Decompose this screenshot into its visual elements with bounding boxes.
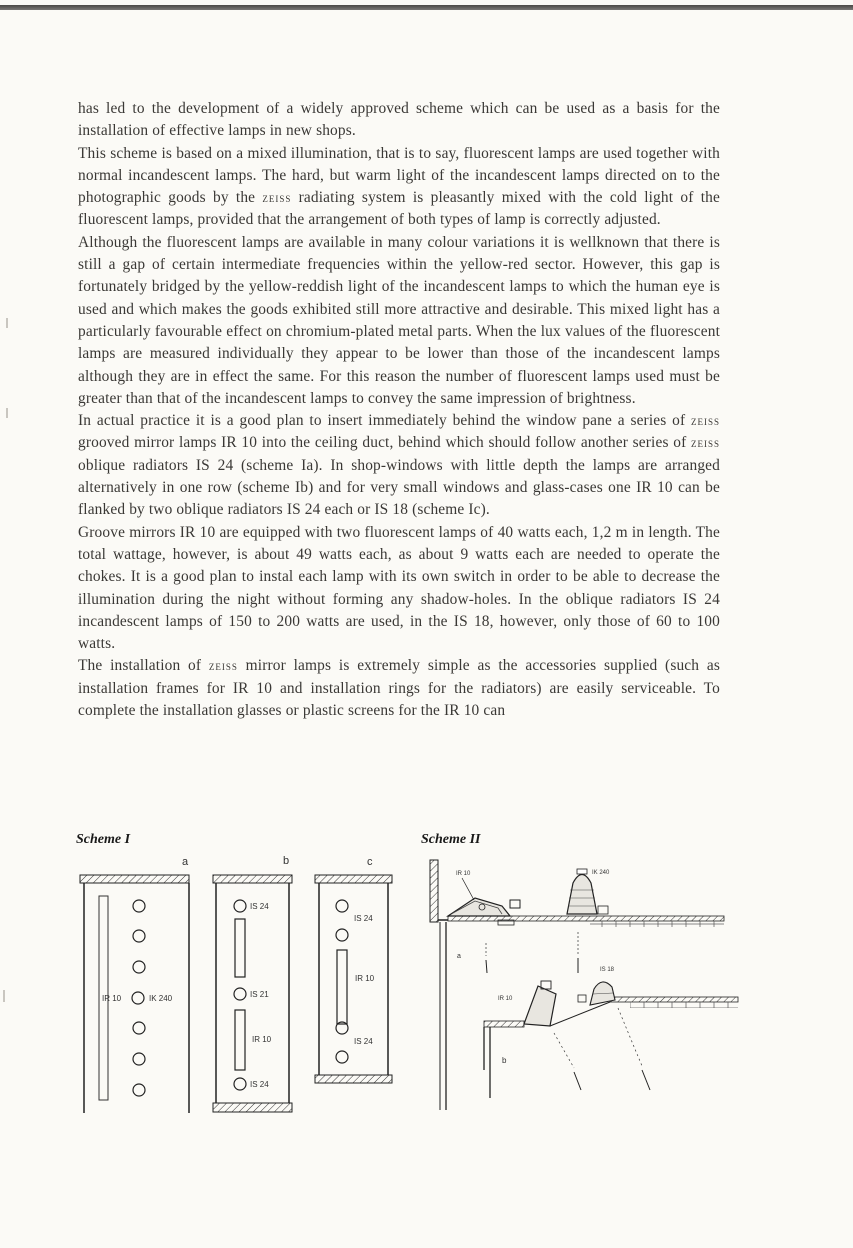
- paragraph: has led to the development of a widely approved scheme which can be used as a basis for the installation of effective lamps in new shops.: [78, 100, 720, 140]
- ir10-label: IR 10: [456, 871, 471, 877]
- brand-name: zeiss: [208, 659, 238, 674]
- ir10-label: IR 10: [102, 994, 122, 1003]
- scheme-2a-label: a: [457, 953, 461, 960]
- paragraph: In actual practice it is a good plan to insert immediately behind the window pane a series of zeiss grooved mirror lamps IR 10 into the ceiling duct, behind which should follow another series of zeiss oblique radiators IS 24 (scheme Ia). In shop-windows with little depth the lamps are arranged alternatively in one row (scheme Ib) and for very small windows and glass-cases one IR 10 can be flanked by two oblique radiators IS 24 each or IS 18 (scheme Ic).: [78, 412, 720, 519]
- ir10-label: IR 10: [498, 996, 513, 1002]
- scheme-1a-label: a: [182, 856, 189, 868]
- brand-name: zeiss: [690, 436, 720, 451]
- is24-label: IS 24: [250, 1080, 269, 1089]
- figures-area: [70, 828, 790, 1128]
- ik240-label: IK 240: [149, 994, 173, 1003]
- page-edge-mark: [6, 408, 8, 418]
- scheme-2b: [484, 967, 738, 1098]
- brand-name: zeiss: [690, 414, 720, 429]
- is24-label: IS 24: [354, 1037, 373, 1046]
- page-top-rule: [0, 5, 853, 10]
- brand-name: zeiss: [262, 191, 292, 206]
- paragraph: The installation of zeiss mirror lamps is extremely simple as the accessories supplied (such as installation frames for IR 10 and installation rings for the radiators) are easily serviceable. To complete the installation glasses or plastic screens for the IR 10 can: [78, 657, 720, 720]
- ir10-label: IR 10: [252, 1035, 272, 1044]
- scheme-2a: [430, 860, 724, 1110]
- page-edge-mark: [3, 990, 5, 1002]
- ir10-label: IR 10: [355, 974, 375, 983]
- scheme-2-diagram: [70, 828, 790, 1128]
- paragraph: Although the fluorescent lamps are available in many colour variations it is wellknown that there is still a gap of certain intermediate frequencies within the yellow-red sector. However, this gap is fortunately bridged by the yellow-reddish light of the incandescent lamps to which the human eye is used and which makes the goods exhibited still more attractive and desirable. This mixed light has a particularly favourable effect on chromium-plated metal parts. When the lux values of the fluorescent lamps are measured individually they appear to be lower than those of the incandescent lamps although they are in effect the same. For this reason the number of fluorescent lamps used must be greater than that of the incandescent lamps to convey the same impression of brightness.: [78, 233, 720, 407]
- is21-label: IS 21: [250, 990, 269, 999]
- ik240-label: IK 240: [592, 870, 610, 876]
- is24-label: IS 24: [354, 914, 373, 923]
- paragraph: Groove mirrors IR 10 are equipped with two fluorescent lamps of 40 watts each, 1,2 m in length. The total wattage, however, is about 49 watts each, as about 9 watts each are needed to operate the chokes. It is a good plan to instal each lamp with its own switch in order to be able to decrease the illumination during the night without forming any shadow-holes. In the oblique radiators IS 24 incandescent lamps of 150 to 200 watts are used, in the IS 18, however, only those of 60 to 100 watts.: [78, 523, 720, 653]
- page-edge-mark: [6, 318, 8, 328]
- scheme-2-title: Scheme II: [421, 832, 481, 847]
- is18-label: IS 18: [600, 967, 615, 973]
- scheme-1c-label: c: [367, 856, 373, 868]
- scheme-1b-label: b: [283, 855, 290, 867]
- body-text: [78, 98, 720, 722]
- scheme-2b-label: b: [502, 1056, 507, 1065]
- paragraph: This scheme is based on a mixed illumination, that is to say, fluorescent lamps are used together with normal incandescent lamps. The hard, but warm light of the incandescent lamps directed on to the photographic goods by the zeiss radiating system is pleasantly mixed with the cold light of the fluorescent lamps, provided that the arrangement of both types of lamp is correctly adjusted.: [78, 144, 721, 229]
- is24-label: IS 24: [250, 902, 269, 911]
- scheme-1-title: Scheme I: [76, 832, 131, 847]
